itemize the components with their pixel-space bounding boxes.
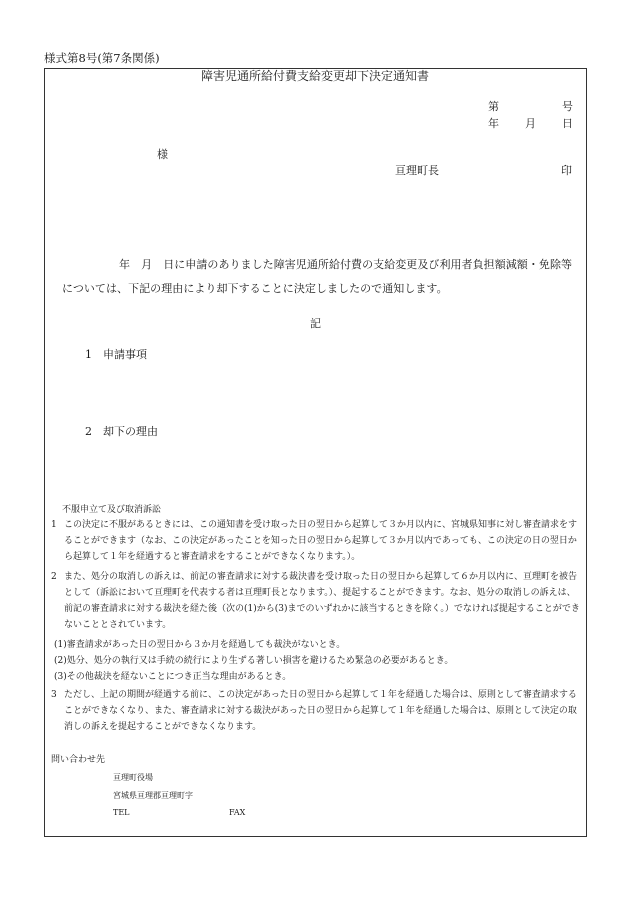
note-number-3: 3 bbox=[51, 690, 57, 700]
contact-office: 亘理町役場 bbox=[113, 773, 153, 782]
note-text-1: この決定に不服があるときには、この通知書を受け取った日の翌日から起算して３か月以内に、宮城県知事に対し審査請求をすることができます（なお、この決定があったことを知った日の翌日から起算して３か月以内であっても、この決定の日の翌日から起算して１年を経過すると審査請求をすることができなくなります。）。 bbox=[64, 520, 578, 562]
contact-tel: TEL bbox=[113, 808, 130, 817]
date-year: 年 bbox=[488, 117, 499, 130]
doc-number-suffix: 号 bbox=[562, 100, 573, 113]
date-day: 日 bbox=[562, 117, 573, 130]
contact-address: 宮城県亘理郡亘理町字 bbox=[113, 791, 193, 800]
note-paragraph-3 bbox=[51, 687, 583, 735]
note-text-3: ただし、上記の期間が経過する前に、この決定があった日の翌日から起算して１年を経過した場合は、原則として審査請求することができなくなり、また、審査請求に対する裁決があった日の翌日から起算して１年を経過した場合は、原則として決定の取消しの訴えを提起することができなくなります。 bbox=[64, 690, 577, 732]
note-number-2: 2 bbox=[51, 572, 57, 582]
item-reason: 2 却下の理由 bbox=[85, 425, 158, 438]
date-month: 月 bbox=[525, 117, 536, 130]
ki-heading: 記 bbox=[310, 317, 321, 330]
notes-heading: 不服申立て及び取消訴訟 bbox=[62, 505, 162, 515]
note-paragraph-2 bbox=[51, 569, 583, 633]
issuer: 亘理町長 bbox=[395, 164, 439, 177]
contact-heading: 問い合わせ先 bbox=[51, 755, 106, 765]
note-sub-item-3: (3)その他裁決を経ないことにつき正当な理由があるとき。 bbox=[54, 672, 292, 682]
item-application: 1 申請事項 bbox=[85, 348, 147, 361]
doc-number-prefix: 第 bbox=[488, 100, 499, 113]
seal-mark: 印 bbox=[561, 164, 572, 177]
form-number: 様式第8号(第7条関係) bbox=[44, 51, 160, 65]
note-paragraph-1 bbox=[51, 517, 583, 565]
addressee-suffix: 様 bbox=[157, 148, 168, 161]
note-sub-item-2: (2)処分、処分の執行又は手続の続行により生ずる著しい損害を避けるため緊急の必要があるとき。 bbox=[54, 656, 454, 666]
contact-fax: FAX bbox=[229, 808, 246, 817]
notice-paragraph: 年 月 日に申請のありました障害児通所給付費の支給変更及び利用者負担額減額・免除等については、下記の理由により却下することに決定しましたので通知します。 bbox=[62, 258, 573, 295]
note-text-2: また、処分の取消しの訴えは、前記の審査請求に対する裁決書を受け取った日の翌日から起算して６か月以内に、亘理町を被告として（訴訟において亘理町を代表する者は亘理町長となります。）、提起することができます。なお、処分の取消しの訴えは、前記の審査請求に対する裁決を経た後（次の(1)から(3)までのいずれかに該当するときを除く。）でなければ提起することができないこととされています。 bbox=[64, 572, 580, 630]
note-number-1: 1 bbox=[51, 520, 57, 530]
note-sub-item-1: (1)審査請求があった日の翌日から３か月を経過しても裁決がないとき。 bbox=[54, 640, 346, 650]
document-title: 障害児通所給付費支給変更却下決定通知書 bbox=[200, 69, 429, 83]
